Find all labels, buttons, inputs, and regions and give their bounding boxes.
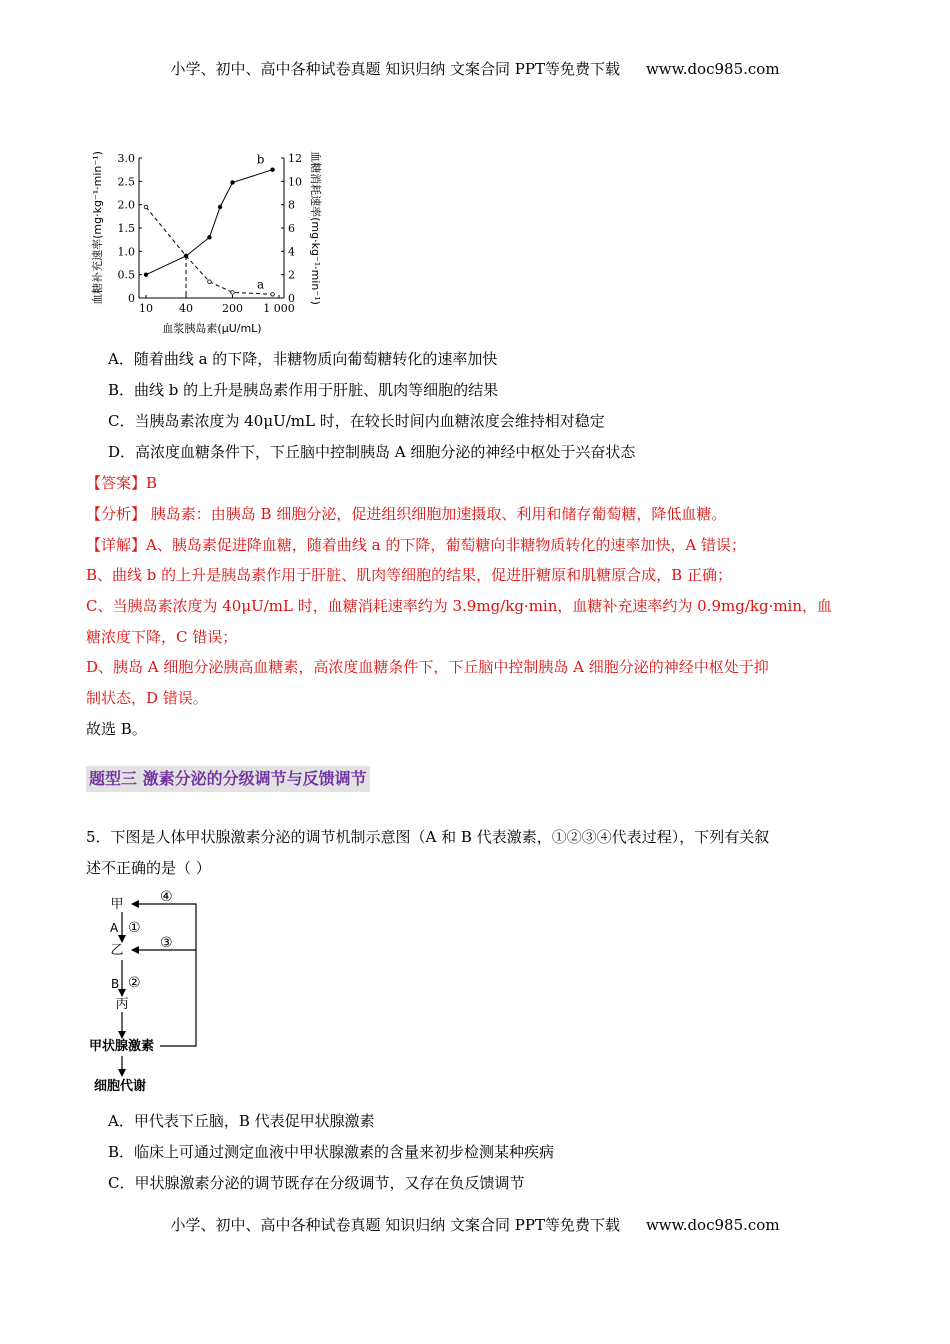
series-a-point (208, 280, 212, 284)
right-tick-label: 12 (288, 152, 302, 165)
conclusion: 故选 B。 (86, 720, 147, 738)
series-b-point (184, 254, 188, 258)
page-header (0, 58, 950, 79)
label-hormone-a: A (110, 921, 119, 935)
series-a-point (271, 292, 275, 296)
header-text: 小学、初中、高中各种试卷真题 知识归纳 文案合同 PPT等免费下载 (170, 60, 620, 78)
step-2: ② (128, 975, 141, 991)
step-1: ① (128, 920, 141, 936)
q4-option-c: C．当胰岛素浓度为 40μU/mL 时，在较长时间内血糖浓度会维持相对稳定 (108, 412, 605, 430)
answer: 【答案】B (86, 474, 158, 492)
q5-stem-line-1: 5．下图是人体甲状腺激素分泌的调节机制示意图（A 和 B 代表激素，①②③④代表过程），下列有关叙 (86, 828, 770, 846)
node-bing: 丙 (115, 997, 129, 1012)
detail-line-3: C、当胰岛素浓度为 40μU/mL 时，血糖消耗速率约为 3.9mg/kg·min，血糖补充速率约为 0.9mg/kg·min，血 (86, 597, 833, 615)
q5-stem-line-2: 述不正确的是（ ） (86, 859, 211, 877)
x-tick-label: 40 (179, 302, 194, 315)
x-axis-label: 血浆胰岛素(μU/mL) (162, 322, 262, 335)
detail-line-2: B、曲线 b 的上升是胰岛素作用于肝脏、肌肉等细胞的结果，促进肝糖原和肌糖原合成，B 正确； (86, 566, 732, 584)
detail-line-6: 制状态，D 错误。 (86, 689, 208, 707)
q5-option-c: C．甲状腺激素分泌的调节既存在分级调节，又存在负反馈调节 (108, 1174, 525, 1192)
x-tick-label: 200 (222, 302, 244, 315)
series-b-line (146, 170, 273, 275)
detail-line-1: 【详解】A、胰岛素促进降血糖，随着曲线 a 的下降，葡萄糖向非糖物质转化的速率加快，A 错误； (86, 536, 746, 554)
right-tick-label: 6 (288, 222, 295, 235)
footer-url[interactable]: www.doc985.com (645, 1216, 780, 1234)
series-a-point (144, 205, 148, 209)
right-tick-label: 4 (288, 245, 295, 259)
step-3: ③ (160, 935, 173, 951)
x-tick-label: 1 000 (263, 302, 295, 315)
node-jia: 甲 (110, 897, 124, 912)
header-url[interactable]: www.doc985.com (645, 60, 780, 78)
series-a-label: a (256, 277, 265, 292)
insulin-chart (84, 130, 324, 340)
section-title: 题型三 激素分泌的分级调节与反馈调节 (86, 766, 370, 792)
q5-option-a: A．甲代表下丘脑，B 代表促甲状腺激素 (108, 1112, 375, 1130)
thyroid-regulation-diagram (84, 884, 234, 1096)
q5-option-b: B．临床上可通过测定血液中甲状腺激素的含量来初步检测某种疾病 (108, 1143, 555, 1161)
series-b-point (271, 168, 275, 172)
detail-line-5: D、胰岛 A 细胞分泌胰高血糖素，高浓度血糖条件下，下丘脑中控制胰岛 A 细胞分泌的神经中枢处于抑 (86, 658, 769, 676)
left-tick-label: 0.5 (117, 268, 135, 282)
right-tick-label: 8 (288, 198, 295, 212)
series-b-label: b (256, 152, 265, 167)
series-b-point (208, 236, 212, 240)
series-b-point (218, 205, 222, 209)
right-tick-label: 0 (288, 292, 295, 305)
detail-line-4: 糖浓度下降，C 错误； (86, 628, 238, 646)
q4-option-a: A．随着曲线 a 的下降，非糖物质向葡萄糖转化的速率加快 (108, 350, 498, 368)
node-yi: 乙 (110, 943, 124, 958)
label-hormone-b: B (111, 977, 120, 991)
right-tick-label: 2 (288, 268, 295, 282)
left-tick-label: 0 (128, 292, 135, 305)
analysis: 【分析】 胰岛素：由胰岛 B 细胞分泌，促进组织细胞加速摄取、利用和储存葡萄糖，降低血糖。 (86, 505, 727, 523)
feedback-arrow-4 (132, 904, 196, 1046)
node-thyroid-hormone: 甲状腺激素 (89, 1039, 155, 1054)
page-footer (0, 1214, 950, 1235)
left-tick-label: 2.0 (117, 198, 135, 212)
step-4: ④ (160, 889, 173, 905)
q4-option-d: D．高浓度血糖条件下，下丘脑中控制胰岛 A 细胞分泌的神经中枢处于兴奋状态 (108, 443, 636, 461)
node-cell-metabolism: 细胞代谢 (94, 1079, 147, 1094)
right-tick-label: 10 (288, 175, 302, 189)
left-tick-label: 3.0 (117, 152, 135, 165)
series-b-point (144, 273, 148, 277)
left-tick-label: 2.5 (117, 175, 135, 189)
q4-option-b: B．曲线 b 的上升是胰岛素作用于肝脏、肌肉等细胞的结果 (108, 381, 499, 399)
footer-text: 小学、初中、高中各种试卷真题 知识归纳 文案合同 PPT等免费下载 (170, 1216, 620, 1234)
x-tick-label: 10 (139, 302, 153, 315)
left-tick-label: 1.0 (117, 245, 135, 259)
series-a-point (231, 291, 235, 295)
right-axis-label: 血糖消耗速率(mg·kg⁻¹·min⁻¹) (309, 151, 322, 305)
left-axis-label: 血糖补充速率(mg·kg⁻¹·min⁻¹) (91, 151, 104, 305)
left-tick-label: 1.5 (117, 222, 135, 235)
series-b-point (231, 181, 235, 185)
